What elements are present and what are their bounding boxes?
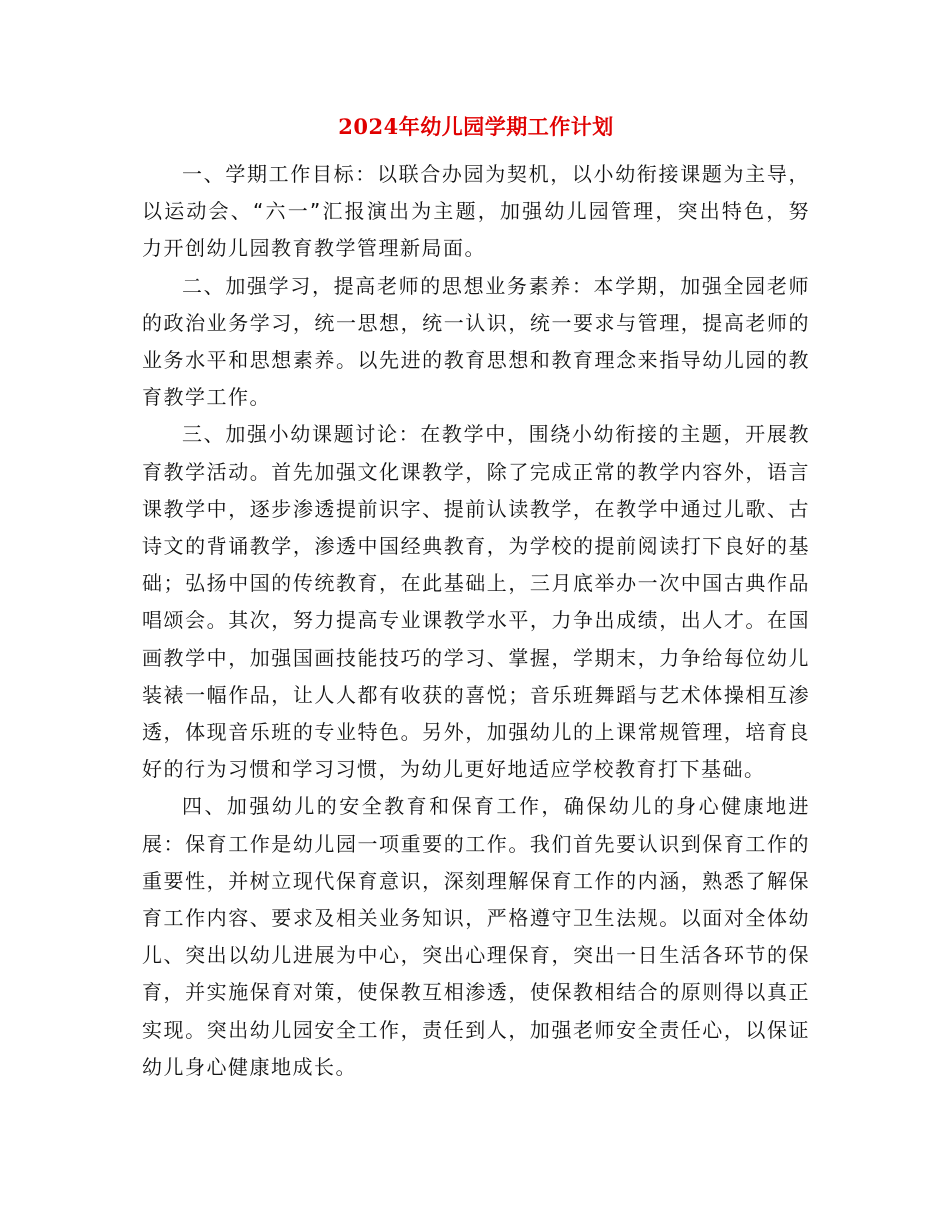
paragraph-research-topic: 三、加强小幼课题讨论：在教学中，围绕小幼衔接的主题，开展教育教学活动。首先加强文化课教学，除了完成正常的教学内容外，语言课教学中，逐步渗透提前识字、提前认读教学，在教学中通过儿歌、古诗文的背诵教学，渗透中国经典教育，为学校的提前阅读打下良好的基础；弘扬中国的传统教育，在此基础上，三月底举办一次中国古典作品唱颂会。其次，努力提高专业课教学水平，力争出成绩，出人才。在国画教学中，加强国画技能技巧的学习、掌握，学期末，力争给每位幼儿装裱一幅作品，让人人都有收获的喜悦；音乐班舞蹈与艺术体操相互渗透，体现音乐班的专业特色。另外，加强幼儿的上课常规管理，培育良好的行为习惯和学习习惯，为幼儿更好地适应学校教育打下基础。	[142, 422, 810, 782]
document-title: 2024年幼儿园学期工作计划	[338, 114, 614, 139]
paragraph-teacher-study: 二、加强学习，提高老师的思想业务素养：本学期，加强全园老师的政治业务学习，统一思想，统一认识，统一要求与管理，提高老师的业务水平和思想素养。以先进的教育思想和教育理念来指导幼儿园的教育教学工作。	[142, 273, 810, 410]
paragraph-safety-care: 四、加强幼儿的安全教育和保育工作，确保幼儿的身心健康地进展：保育工作是幼儿园一项重要的工作。我们首先要认识到保育工作的重要性，并树立现代保育意识，深刻理解保育工作的内涵，熟悉了解保育工作内容、要求及相关业务知识，严格遵守卫生法规。以面对全体幼儿、突出以幼儿进展为中心，突出心理保育，突出一日生活各环节的保育，并实施保育对策，使保教互相渗透，使保教相结合的原则得以真正实现。突出幼儿园安全工作，责任到人，加强老师安全责任心，以保证幼儿身心健康地成长。	[142, 794, 810, 1079]
paragraph-goals: 一、学期工作目标：以联合办园为契机，以小幼衔接课题为主导，以运动会、“六一”汇报演出为主题，加强幼儿园管理，突出特色，努力开创幼儿园教育教学管理新局面。	[142, 162, 810, 261]
